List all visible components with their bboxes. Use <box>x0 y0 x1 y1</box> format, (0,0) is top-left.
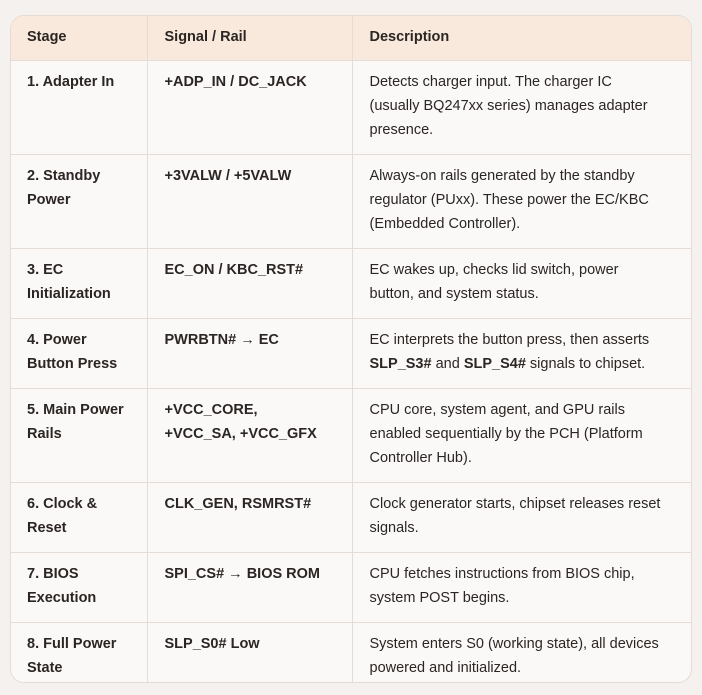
description-text: CPU core, system agent, and GPU rails <box>369 402 625 418</box>
stage-text: Initialization <box>27 286 111 302</box>
description-line <box>370 282 682 306</box>
stage-cell <box>11 155 147 249</box>
signal-cell <box>147 553 352 623</box>
stage-cell <box>11 249 147 319</box>
signal-name-bold: SLP_S3# <box>369 356 432 372</box>
description-cell <box>352 319 691 389</box>
signal-cell <box>147 389 352 483</box>
description-line <box>370 586 682 610</box>
stage-text: Execution <box>27 590 97 606</box>
signal-cell <box>147 623 352 684</box>
signal-text: SPI_CS# → BIOS ROM <box>164 566 321 582</box>
signal-name-bold: SLP_S4# <box>463 356 526 372</box>
description-line <box>370 446 682 470</box>
description-cell <box>352 553 691 623</box>
description-text: Detects charger input. The charger IC <box>369 74 612 90</box>
header-stage: Stage <box>11 16 147 61</box>
description-line <box>370 94 682 118</box>
table-row <box>11 319 691 389</box>
description-line <box>370 212 682 236</box>
description-text: CPU fetches instructions from BIOS chip, <box>369 566 635 582</box>
description-line <box>370 422 682 446</box>
description-line <box>370 516 682 540</box>
stage-cell <box>11 623 147 684</box>
description-line <box>370 492 682 516</box>
stage-text: Reset <box>27 520 67 536</box>
table-header-row <box>11 16 691 61</box>
signal-cell <box>147 155 352 249</box>
table-row <box>11 553 691 623</box>
description-line <box>370 118 682 142</box>
description-cell <box>352 623 691 684</box>
description-text: powered and initialized. <box>369 660 522 676</box>
description-text: signals to chipset. <box>525 356 646 372</box>
stage-cell <box>11 319 147 389</box>
description-cell <box>352 61 691 155</box>
signal-text: +VCC_CORE, <box>164 402 258 418</box>
stage-cell <box>11 61 147 155</box>
description-text: regulator (PUxx). These power the EC/KBC <box>369 192 649 208</box>
description-line <box>370 398 682 422</box>
table-row <box>11 389 691 483</box>
header-signal-rail: Signal / Rail <box>147 16 352 61</box>
header-description: Description <box>352 16 691 61</box>
description-line <box>370 656 682 680</box>
description-line <box>370 562 682 586</box>
description-line <box>370 188 682 212</box>
table-row <box>11 61 691 155</box>
stage-text: Button Press <box>27 356 118 372</box>
description-cell <box>352 389 691 483</box>
signal-text: +3VALW / +5VALW <box>164 168 292 184</box>
table-row <box>11 623 691 684</box>
description-text: EC wakes up, checks lid switch, power <box>369 262 619 278</box>
description-text: and <box>431 356 464 372</box>
description-text: button, and system status. <box>369 286 539 302</box>
description-text: enabled sequentially by the PCH (Platform <box>369 426 643 442</box>
signal-text: EC_ON / KBC_RST# <box>164 262 304 278</box>
description-text: Controller Hub). <box>369 450 472 466</box>
stage-cell <box>11 483 147 553</box>
signal-cell <box>147 319 352 389</box>
stage-cell <box>11 389 147 483</box>
stage-text: Rails <box>27 426 62 442</box>
table-row <box>11 249 691 319</box>
table-row <box>11 155 691 249</box>
signal-cell <box>147 483 352 553</box>
description-cell <box>352 249 691 319</box>
description-line <box>370 164 682 188</box>
signal-text: PWRBTN# → EC <box>164 332 279 348</box>
description-line <box>370 632 682 656</box>
power-sequence-table-container <box>10 15 692 683</box>
description-line <box>370 70 682 94</box>
description-line <box>370 258 682 282</box>
stage-text: 4. Power <box>27 332 87 348</box>
stage-text: 7. BIOS <box>27 566 79 582</box>
stage-text: 6. Clock & <box>27 496 98 512</box>
description-text: Clock generator starts, chipset releases reset <box>369 496 661 512</box>
description-text: EC interprets the button press, then asserts <box>369 332 650 348</box>
description-text: signals. <box>369 520 419 536</box>
signal-cell <box>147 249 352 319</box>
power-sequence-table <box>11 16 691 683</box>
description-cell <box>352 155 691 249</box>
description-text: system POST begins. <box>369 590 510 606</box>
description-cell <box>352 483 691 553</box>
description-text: presence. <box>369 122 434 138</box>
description-line <box>370 328 682 352</box>
table-row <box>11 483 691 553</box>
description-line <box>370 352 682 376</box>
signal-text: CLK_GEN, RSMRST# <box>164 496 312 512</box>
stage-text: 8. Full Power <box>27 636 117 652</box>
description-text: Always-on rails generated by the standby <box>369 168 635 184</box>
description-text: (usually BQ247xx series) manages adapter <box>369 98 648 114</box>
stage-text: 5. Main Power <box>27 402 124 418</box>
stage-text: Power <box>27 192 71 208</box>
stage-text: 2. Standby <box>27 168 101 184</box>
stage-text: 3. EC <box>27 262 64 278</box>
stage-text: 1. Adapter In <box>27 74 115 90</box>
signal-text: SLP_S0# Low <box>164 636 260 652</box>
stage-text: State <box>27 660 63 676</box>
stage-cell <box>11 553 147 623</box>
signal-text: +ADP_IN / DC_JACK <box>164 74 307 90</box>
signal-text: +VCC_SA, +VCC_GFX <box>164 426 317 442</box>
signal-cell <box>147 61 352 155</box>
description-text: System enters S0 (working state), all devices <box>369 636 659 652</box>
description-text: (Embedded Controller). <box>369 216 521 232</box>
